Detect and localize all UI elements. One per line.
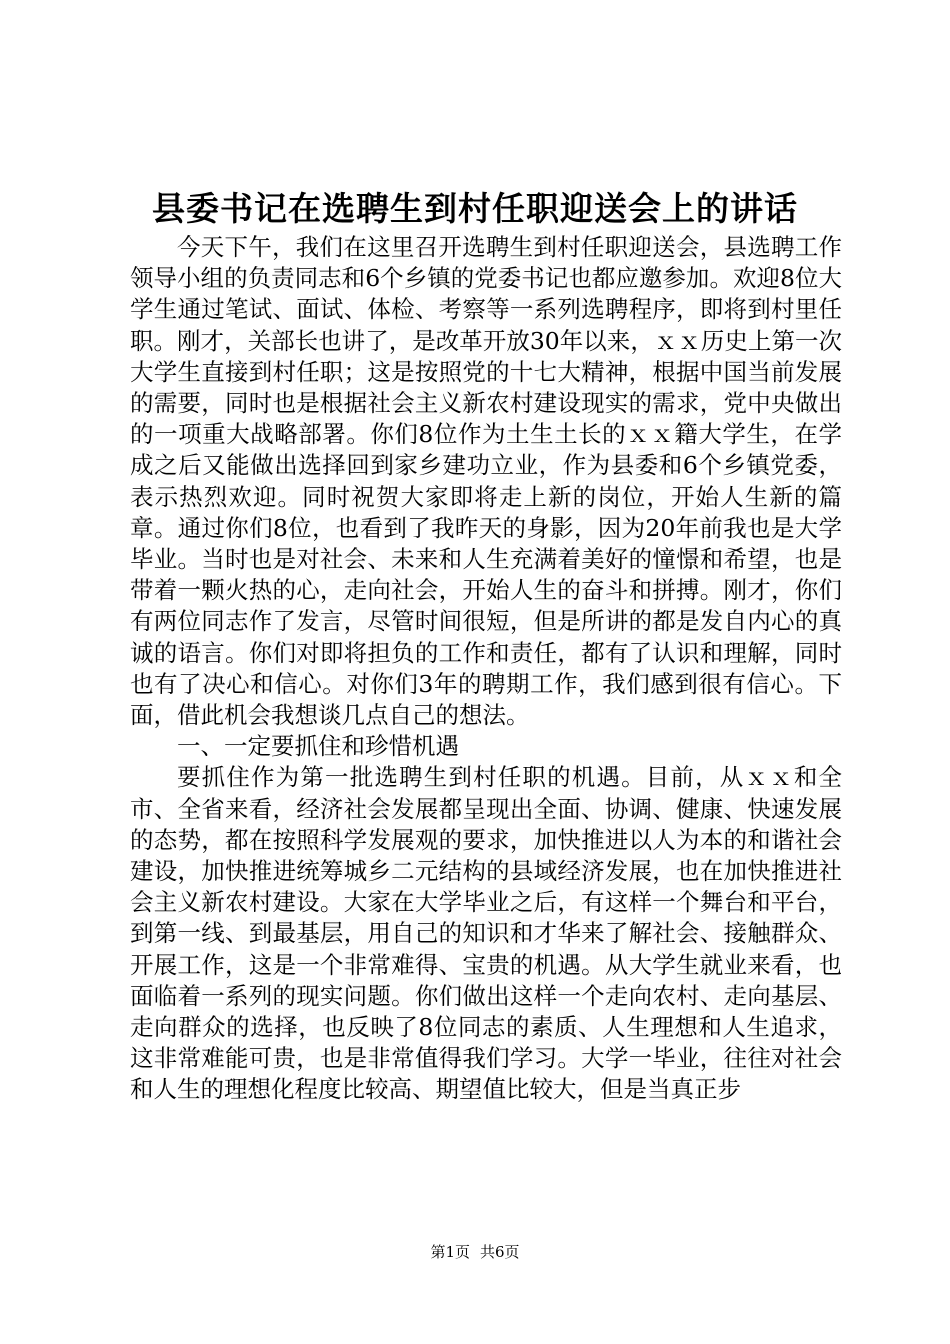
document-title: 县委书记在选聘生到村任职迎送会上的讲话 <box>152 189 798 228</box>
paragraph-section-1: 要抓住作为第一批选聘生到村任职的机遇。目前，从ｘｘ和全市、全省来看，经济社会发展都呈现出全面、协调、健康、快速发展的态势，都在按照科学发展观的要求，加快推进以人为本的和谐社会建设，加快推进统筹城乡二元结构的县域经济发展，也在加快推进社会主义新农村建设。大家在大学毕业之后，有这样一个舞台和平台，到第一线、到最基层，用自己的知识和才华来了解社会、接触群众、开展工作，这是一个非常难得、宝贵的机遇。从大学生就业来看，也面临着一系列的现实问题。你们做出这样一个走向农村、走向基层、走向群众的选择，也反映了8位同志的素质、人生理想和人生追求，这非常难能可贵，也是非常值得我们学习。大学一毕业，往往对社会和人生的理想化程度比较高、期望值比较大，但是当真正步 <box>130 763 842 1104</box>
page-footer <box>0 1240 950 1264</box>
section-heading: 一、一定要抓住和珍惜机遇 <box>177 732 459 761</box>
document-body <box>130 232 842 1106</box>
page-total: 共6页 <box>480 1243 520 1261</box>
page-number: 第1页 <box>430 1243 470 1261</box>
paragraph-intro: 今天下午，我们在这里召开选聘生到村任职迎送会，县选聘工作领导小组的负责同志和6个乡镇的党委书记也都应邀参加。欢迎8位大学生通过笔试、面试、体检、考察等一系列选聘程序，即将到村里任职。刚才，关部长也讲了，是改革开放30年以来，ｘｘ历史上第一次大学生直接到村任职；这是按照党的十七大精神，根据中国当前发展的需要，同时也是根据社会主义新农村建设现实的需求，党中央做出的一项重大战略部署。你们8位作为土生土长的ｘｘ籍大学生，在学成之后又能做出选择回到家乡建功立业，作为县委和6个乡镇党委，表示热烈欢迎。同时祝贺大家即将走上新的岗位，开始人生新的篇章。通过你们8位，也看到了我昨天的身影，因为20年前我也是大学毕业。当时也是对社会、未来和人生充满着美好的憧憬和希望，也是带着一颗火热的心，走向社会，开始人生的奋斗和拼搏。刚才，你们有两位同志作了发言，尽管时间很短，但是所讲的都是发自内心的真诚的语言。你们对即将担负的工作和责任，都有了认识和理解，同时也有了决心和信心。对你们3年的聘期工作，我们感到很有信心。下面，借此机会我想谈几点自己的想法。 <box>130 233 842 730</box>
